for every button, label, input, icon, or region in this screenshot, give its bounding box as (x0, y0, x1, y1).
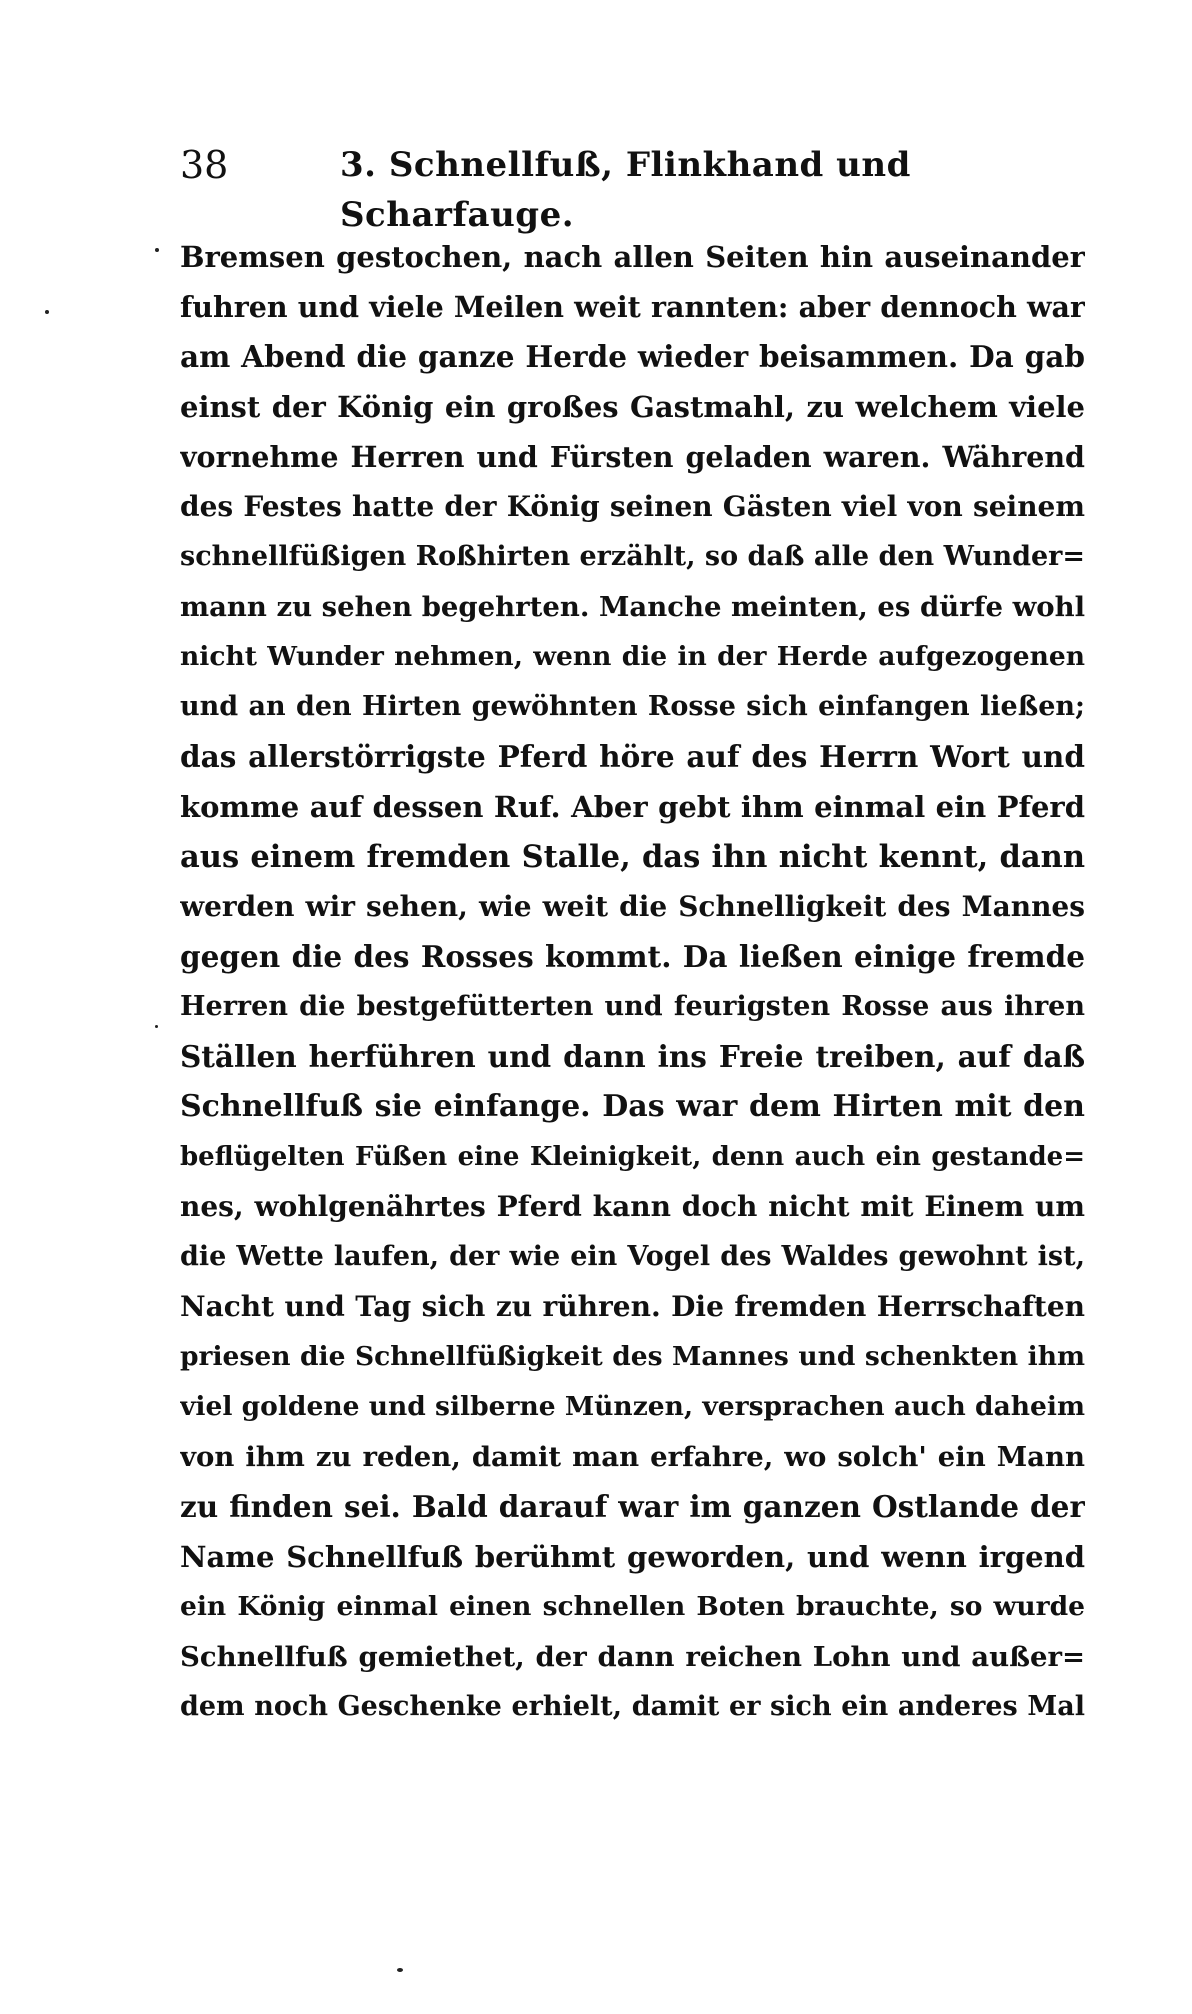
text-line: komme auf dessen Ruf. Aber gebt ihm einmal ein Pferd (180, 790, 1085, 824)
text-line: priesen die Schnellfüßigkeit des Mannes und schenkten ihm (180, 1341, 1085, 1372)
text-line: Herren die bestgefütterten und feurigsten Rosse aus ihren (180, 991, 1085, 1022)
speck-mark (155, 248, 159, 252)
text-line: ein König einmal einen schnellen Boten brauchte, so wurde (180, 1591, 1085, 1622)
text-line: Nacht und Tag sich zu rühren. Die fremden Herrschaften (180, 1290, 1085, 1323)
text-line: fuhren und viele Meilen weit rannten: aber dennoch war (180, 290, 1085, 324)
page-header (180, 140, 1080, 235)
text-line: einst der König ein großes Gastmahl, zu welchem viele (180, 390, 1085, 424)
text-line: schnellfüßigen Roßhirten erzählt, so daß alle den Wunder= (180, 541, 1085, 572)
text-line: werden wir sehen, wie weit die Schnelligkeit des Mannes (180, 890, 1085, 923)
text-line: Schnellfuß sie einfange. Das war dem Hirten mit den (180, 1089, 1085, 1124)
text-line: aus einem fremden Stalle, das ihn nicht kennt, dann (180, 839, 1085, 875)
text-line: beflügelten Füßen eine Kleinigkeit, denn auch ein gestande= (180, 1142, 1085, 1172)
text-line: viel goldene und silberne Münzen, versprachen auch daheim (180, 1391, 1085, 1422)
page-number: 38 (180, 143, 229, 187)
text-line: die Wette laufen, der wie ein Vogel des Waldes gewohnt ist, (180, 1241, 1085, 1272)
text-line: Ställen herführen und dann ins Freie treiben, auf daß (180, 1039, 1085, 1074)
running-title: 3. Schnellfuß, Flinkhand und Scharfauge. (340, 145, 911, 235)
text-line: des Festes hatte der König seinen Gästen viel von seinem (180, 490, 1085, 523)
text-line: Name Schnellfuß berühmt geworden, und wenn irgend (180, 1540, 1085, 1574)
text-line: nes, wohlgenährtes Pferd kann doch nicht mit Einem um (180, 1190, 1085, 1223)
text-line: Schnellfuß gemiethet, der dann reichen Lohn und außer= (180, 1641, 1085, 1673)
text-line: mann zu sehen begehrten. Manche meinten, es dürfe wohl (180, 591, 1085, 623)
text-line: dem noch Geschenke erhielt, damit er sich ein anderes Mal (180, 1691, 1085, 1722)
speck-mark (45, 310, 49, 314)
speck-mark (155, 1025, 158, 1028)
text-line: Bremsen gestochen, nach allen Seiten hin auseinander (180, 240, 1085, 274)
text-line: von ihm zu reden, damit man erfahre, wo solch' ein Mann (180, 1441, 1085, 1473)
text-line: am Abend die ganze Herde wieder beisammen. Da gab (180, 339, 1085, 374)
text-line: vornehme Herren und Fürsten geladen waren. Während (180, 440, 1085, 474)
speck-mark (397, 1968, 403, 1972)
text-line: und an den Hirten gewöhnten Rosse sich einfangen ließen; (180, 691, 1085, 722)
text-line: gegen die des Rosses kommt. Da ließen einige fremde (180, 939, 1085, 974)
text-line: das allerstörrigste Pferd höre auf des Herrn Wort und (180, 739, 1085, 774)
text-line: nicht Wunder nehmen, wenn die in der Herde aufgezogenen (180, 641, 1085, 672)
body-text (180, 232, 1085, 1732)
text-line: zu finden sei. Bald darauf war im ganzen Ostlande der (180, 1489, 1085, 1524)
